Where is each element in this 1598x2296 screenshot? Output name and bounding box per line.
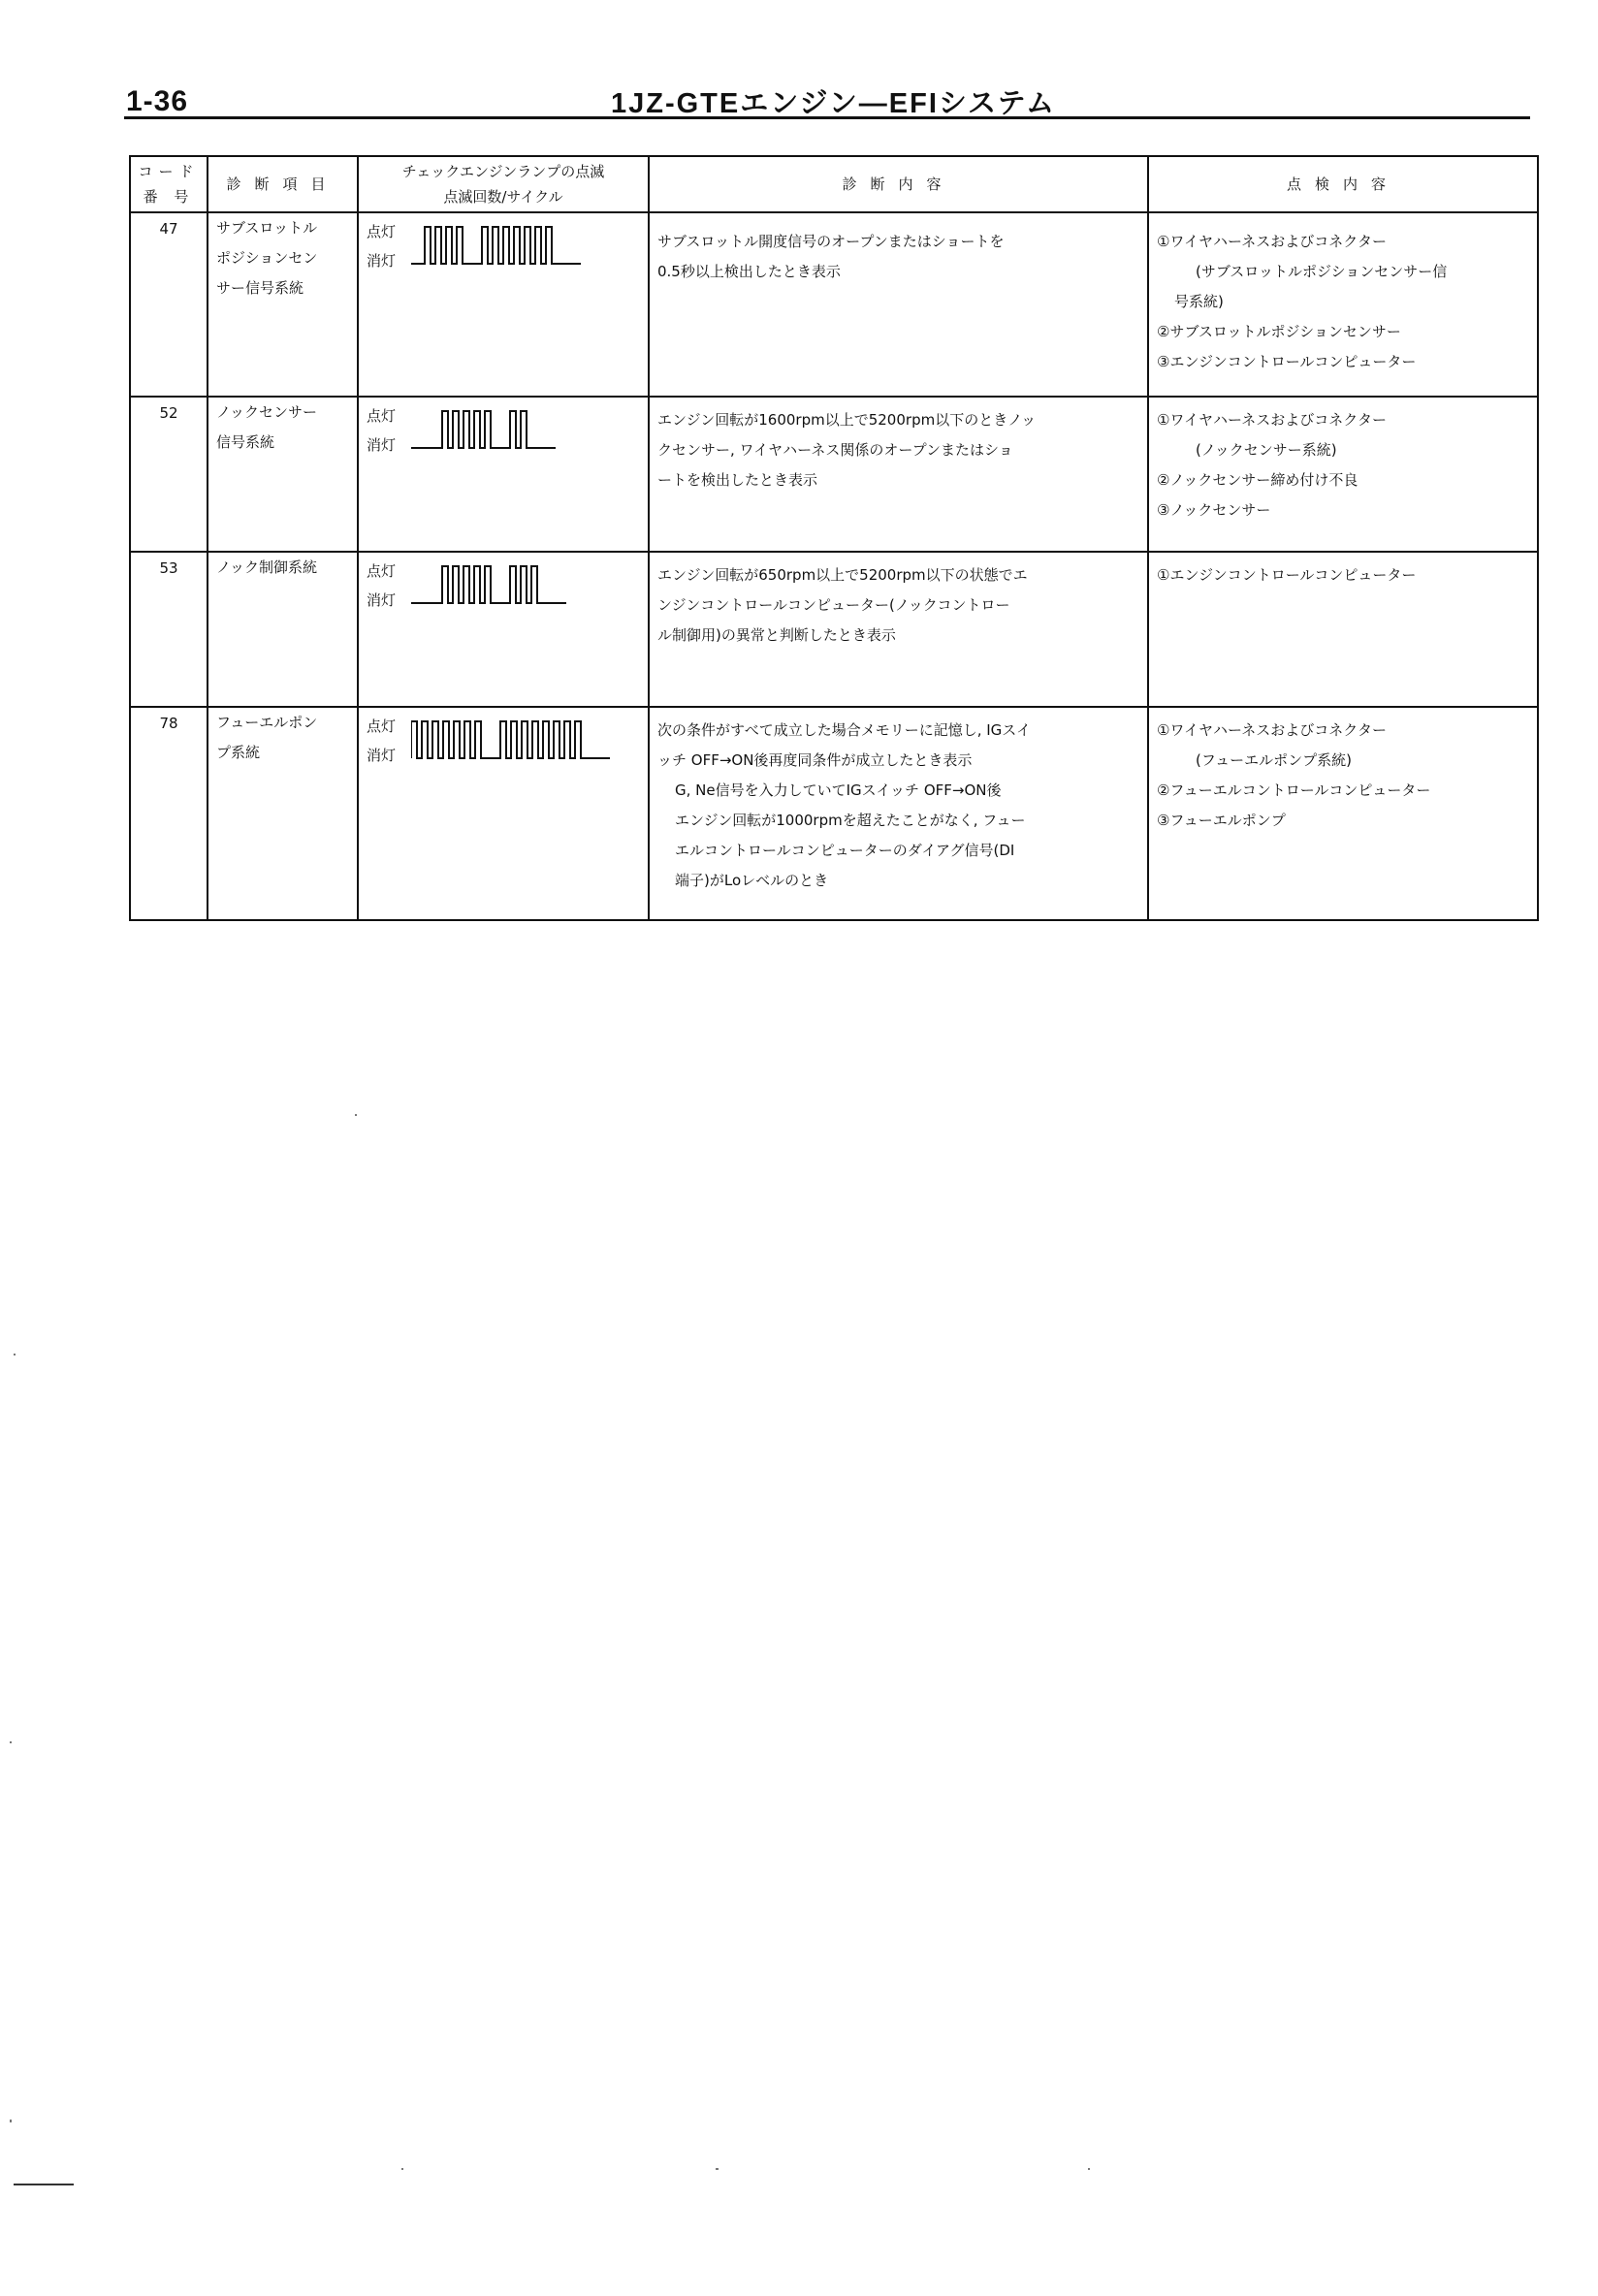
row-lamp <box>358 707 649 920</box>
row-item: ノックセンサー 信号系統 <box>208 397 358 552</box>
row-lamp <box>358 397 649 552</box>
header-code-line1: コード <box>138 163 200 180</box>
header-lamp <box>358 156 649 212</box>
header-item: 診断項目 <box>208 156 358 212</box>
header-lamp-line1: チェックエンジンランプの点滅 <box>401 163 605 180</box>
header-content: 診断内容 <box>649 156 1148 212</box>
blink-waveform <box>411 405 644 456</box>
lamp-on-label: 点灯 <box>367 718 397 735</box>
row-code: 78 <box>130 707 208 920</box>
row-check: ①ワイヤハーネスおよびコネクター (サブスロットルポジションセンサー信 号系統) ②サブスロットルポジションセンサー ③エンジンコントロールコンピューター <box>1148 212 1538 397</box>
blink-pulse-train <box>411 566 566 603</box>
row-lamp <box>358 552 649 707</box>
scan-speck <box>1088 2168 1090 2170</box>
scan-speck <box>14 1354 16 1355</box>
page-number: 1-36 <box>126 85 189 117</box>
lamp-off-label: 消灯 <box>367 436 397 454</box>
header-check: 点検内容 <box>1148 156 1538 212</box>
row-content: エンジン回転が1600rpm以上で5200rpm以下のときノッ クセンサー, ワイヤハーネス関係のオープンまたはショ ートを検出したとき表示 <box>649 397 1148 552</box>
table-row <box>130 552 1538 707</box>
scan-speck <box>401 2168 403 2170</box>
header-lamp-line2: 点滅回数/サイクル <box>443 188 563 206</box>
table-row <box>130 397 1538 552</box>
row-lamp <box>358 212 649 397</box>
row-code: 47 <box>130 212 208 397</box>
lamp-off-label: 消灯 <box>367 747 397 764</box>
lamp-off-label: 消灯 <box>367 591 397 609</box>
page-title: 1JZ-GTEエンジン—EFIシステム <box>611 88 1057 119</box>
header-code <box>130 156 208 212</box>
lamp-on-label: 点灯 <box>367 223 397 240</box>
scan-speck <box>716 2168 719 2170</box>
row-check: ①ワイヤハーネスおよびコネクター (ノックセンサー系統) ②ノックセンサー締め付け不良 ③ノックセンサー <box>1148 397 1538 552</box>
row-check: ①エンジンコントロールコンピューター <box>1148 552 1538 707</box>
diagnosis-table <box>129 155 1539 921</box>
row-item: サブスロットル ポジションセン サー信号系統 <box>208 212 358 397</box>
lamp-off-label: 消灯 <box>367 252 397 270</box>
lamp-on-label: 点灯 <box>367 562 397 580</box>
row-content: サブスロットル開度信号のオープンまたはショートを 0.5秒以上検出したとき表示 <box>649 212 1148 397</box>
row-code: 53 <box>130 552 208 707</box>
header-rule <box>124 116 1530 119</box>
scan-speck <box>355 1114 357 1116</box>
row-code: 52 <box>130 397 208 552</box>
blink-waveform <box>411 716 644 766</box>
row-content: エンジン回転が650rpm以上で5200rpm以下の状態でエ ンジンコントロールコンピューター(ノックコントロー ル制御用)の異常と判断したとき表示 <box>649 552 1148 707</box>
row-item: フューエルポン プ系統 <box>208 707 358 920</box>
blink-waveform <box>411 221 644 271</box>
row-check: ①ワイヤハーネスおよびコネクター (フューエルポンプ系統) ②フューエルコントロールコンピューター ③フューエルポンプ <box>1148 707 1538 920</box>
lamp-on-label: 点灯 <box>367 407 397 425</box>
header-code-line2: 番 号 <box>143 188 195 206</box>
blink-pulse-train <box>411 721 610 758</box>
blink-pulse-train <box>411 411 556 448</box>
table-row <box>130 707 1538 920</box>
table-row <box>130 212 1538 397</box>
scan-speck <box>10 2120 12 2122</box>
blink-waveform <box>411 560 644 611</box>
blink-pulse-train <box>411 227 581 264</box>
scan-speck <box>10 1741 12 1743</box>
row-content: 次の条件がすべて成立した場合メモリーに記憶し, IGスイ ッチ OFF→ON後再度同条件が成立したとき表示 G, Ne信号を入力していてIGスイッチ OFF→ON後 エンジン回転が1000rpmを超えたことがなく, フュー エルコントロールコンピューターのダイアグ信号(DI 端子)がLoレベルのとき <box>649 707 1148 920</box>
table-header-row <box>130 156 1538 212</box>
footer-rule <box>14 2184 74 2185</box>
row-item: ノック制御系統 <box>208 552 358 707</box>
